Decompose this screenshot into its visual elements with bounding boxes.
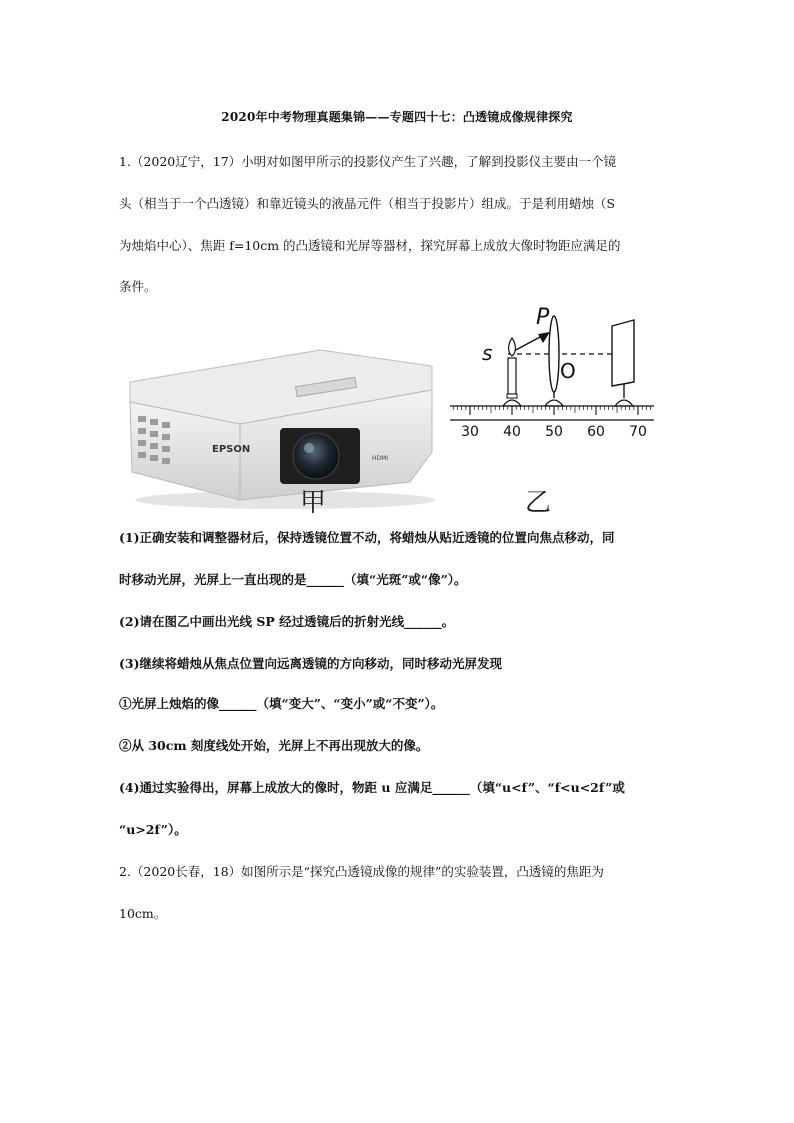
figure-yi-label: 乙 (525, 488, 552, 518)
point-o-label: O (560, 359, 576, 383)
page-title: 2020年中考物理真题集锦——专题四十七：凸透镜成像规律探究 (221, 110, 573, 124)
q1-sub1-line-2: 时移动光屏，光屏上一直出现的是______（填“光斑”或“像”）。 (119, 572, 467, 587)
point-p-label: P (536, 305, 550, 330)
figure-jia-label: 甲 (300, 488, 327, 518)
lens-highlight (304, 443, 314, 453)
optical-bench-figure (450, 298, 690, 448)
ray-sp (512, 336, 542, 352)
q1-sub3-a: ①光屏上烛焰的像______（填“变大”、“变小”或“不变”）。 (119, 696, 444, 711)
ruler-tick-label: 50 (545, 424, 563, 440)
ruler-tick-label: 30 (461, 424, 479, 440)
q2-line-2: 10cm。 (119, 906, 167, 921)
convex-lens (549, 316, 559, 392)
q1-sub4-line-1: (4)通过实验得出，屏幕上成放大的像时，物距 u 应满足______（填“u<f”、“f<u<2f”或 (119, 780, 625, 795)
ruler-ticks (453, 406, 650, 415)
projector-figure (120, 332, 440, 512)
q1-sub2: (2)请在图乙中画出光线 SP 经过透镜后的折射光线______。 (119, 614, 455, 629)
epson-logo: EPSON (212, 444, 251, 455)
holder-candle (503, 400, 521, 406)
ruler-tick-label: 60 (587, 424, 605, 440)
figures-row (120, 298, 680, 520)
q1-line-2: 头（相当于一个凸透镜）和靠近镜头的液晶元件（相当于投影片）组成。于是利用蜡烛（S (119, 196, 616, 211)
q1-sub3-b: ②从 30cm 刻度线处开始，光屏上不再出现放大的像。 (119, 738, 429, 753)
q1-line-1: 1.（2020辽宁，17）小明对如图甲所示的投影仪产生了兴趣，了解到投影仪主要由一个镜 (119, 154, 617, 169)
q1-line-3: 为烛焰中心）、焦距 f=10cm 的凸透镜和光屏等器材，探究屏幕上成放大像时物距应满足的 (119, 238, 621, 253)
ruler-labels (461, 424, 647, 440)
q2-line-1: 2.（2020长春，18）如图所示是“探究凸透镜成像的规律”的实验装置，凸透镜的焦距为 (119, 864, 604, 879)
light-screen (612, 320, 634, 386)
q1-sub4-line-2: “u>2f”）。 (119, 822, 187, 837)
q1-line-4: 条件。 (119, 279, 157, 294)
holder-screen (615, 400, 633, 406)
candle (507, 338, 517, 398)
ruler-tick-label: 70 (629, 424, 647, 440)
point-s-label: s (482, 341, 493, 365)
holder-lens (545, 400, 563, 406)
q1-sub3: (3)继续将蜡烛从焦点位置向远离透镜的方向移动，同时移动光屏发现 (119, 656, 503, 671)
q1-sub1-line-1: (1)正确安装和调整器材后，保持透镜位置不动，将蜡烛从贴近透镜的位置向焦点移动，同 (119, 530, 615, 545)
projector-lens (293, 433, 339, 479)
ruler-tick-label: 40 (503, 424, 521, 440)
hdmi-label: HDMI (372, 455, 389, 462)
